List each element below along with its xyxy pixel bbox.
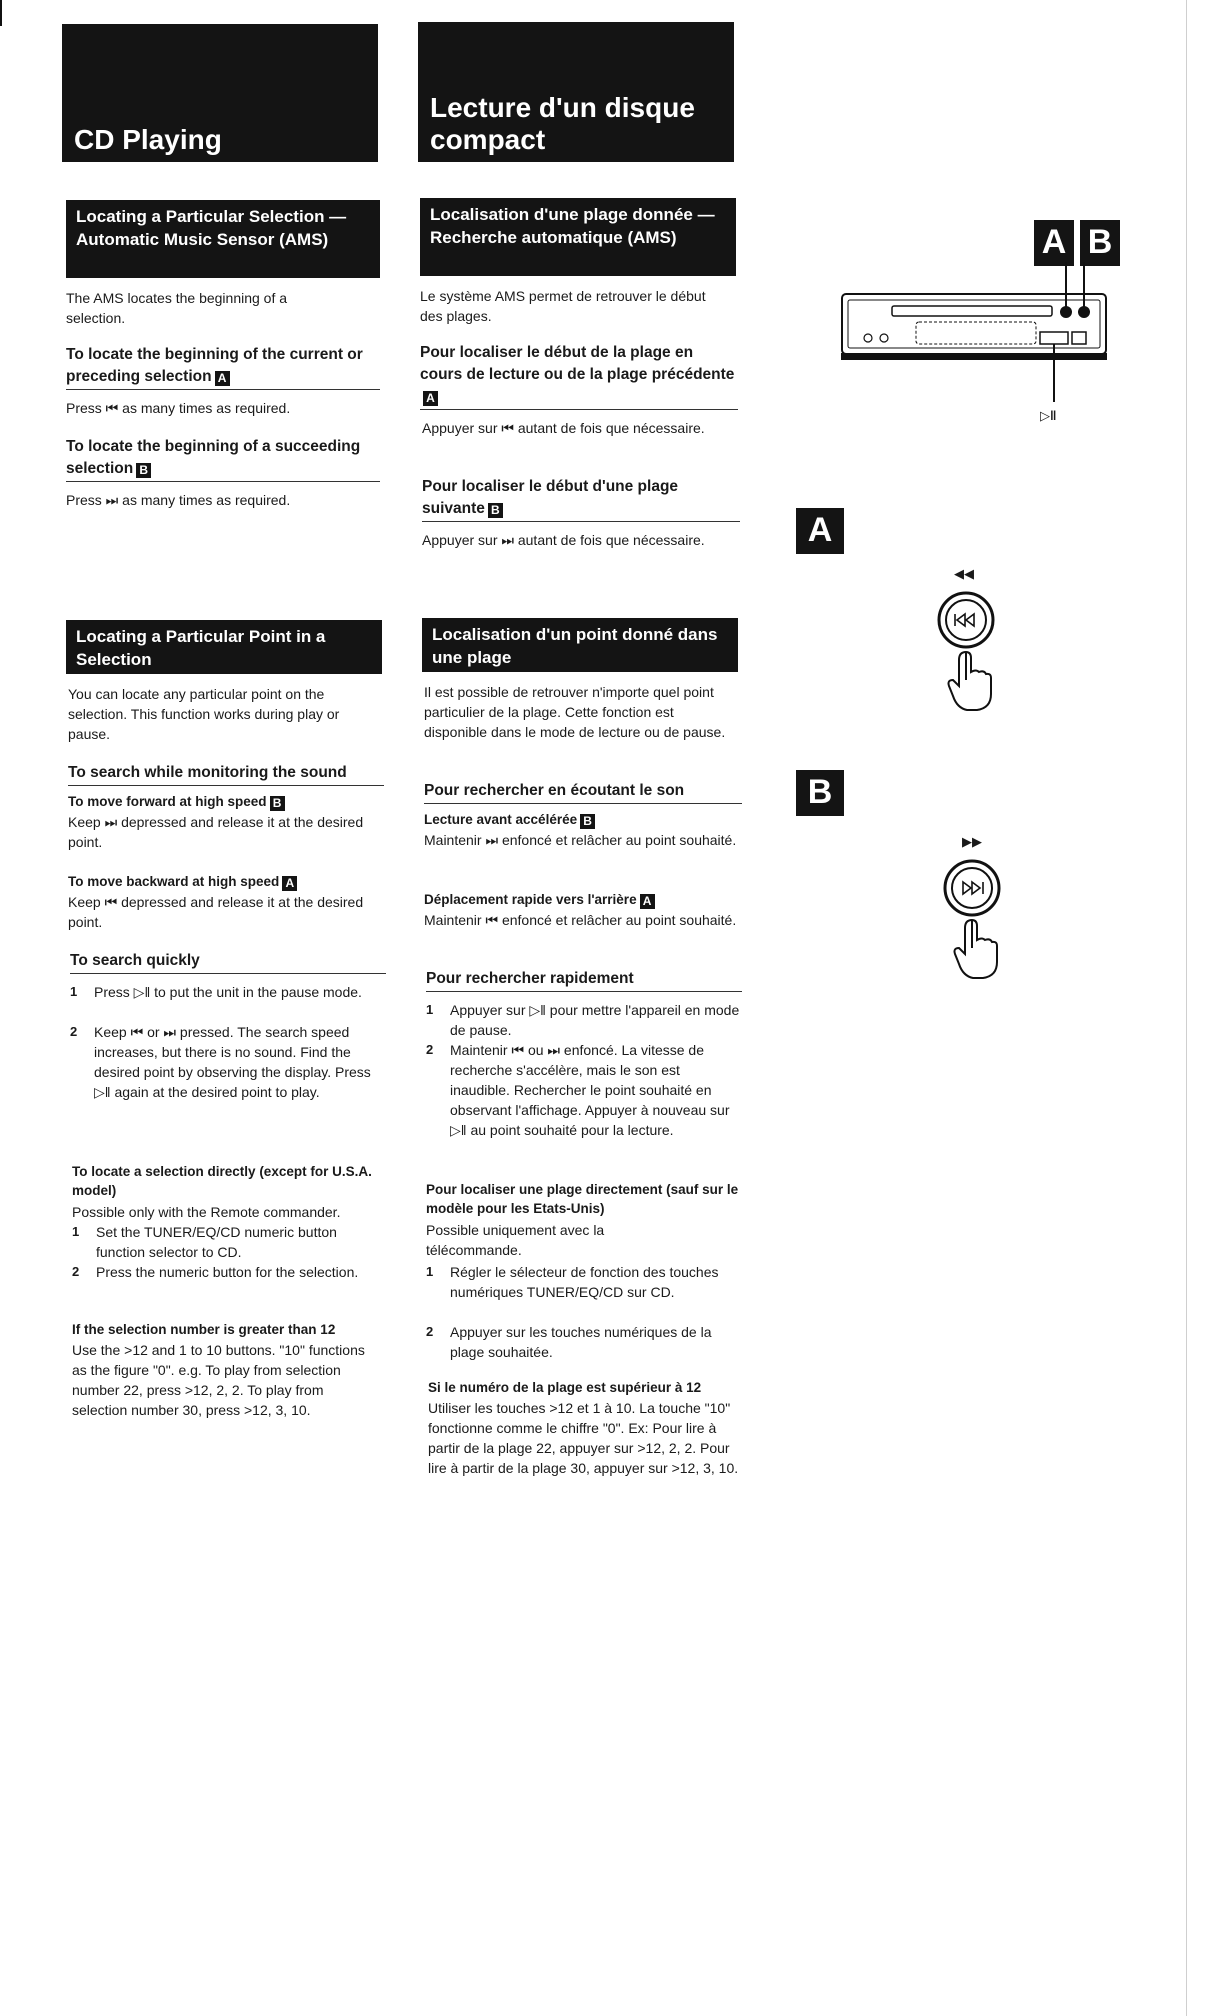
fr-dstep2 (426, 1322, 744, 1364)
cd-player-illustration (836, 262, 1126, 402)
en-step2-text: Keep ⏮ or ⏭ pressed. The search speed increases, but there is no sound. Find the desired point by observing the display. Press ▷ǁ again at the desired point to play. (94, 1024, 371, 1100)
fr-gt-head: Si le numéro de la plage est supérieur à 12 (428, 1380, 702, 1395)
fr-fwd-tag: B (580, 814, 595, 829)
en-sec2-heading: Locating a Particular Point in a Selection (66, 620, 382, 674)
fr-step1 (426, 1000, 744, 1042)
en-gt-head: If the selection number is greater than 12 (72, 1322, 336, 1337)
pointing-hand-icon (949, 652, 992, 710)
device-tag-b: B (1080, 220, 1120, 266)
en-direct-text: Possible only with the Remote commander. (72, 1204, 341, 1220)
en-sec1-heading: Locating a Particular Selection — Automatic Music Sensor (AMS) (66, 200, 380, 278)
en-sec1-sub1-tag: A (215, 371, 230, 386)
play-pause-button-rect (1040, 332, 1068, 344)
fr-back-text: Maintenir ⏮ enfoncé et relâcher au point souhaité. (424, 912, 737, 928)
fr-back-tag: A (640, 894, 655, 909)
en-fwd-head (68, 792, 384, 811)
en-dstep1-text: Set the TUNER/EQ/CD numeric button function selector to CD. (96, 1224, 337, 1260)
fr-direct-text: Possible uniquement avec la télécommande. (426, 1222, 605, 1258)
fr-step1-num: 1 (426, 1002, 434, 1017)
en-step2-num: 2 (70, 1024, 78, 1039)
fr-dstep1-text: Régler le sélecteur de fonction des touches numériques TUNER/EQ/CD sur CD. (450, 1264, 719, 1300)
fr-sec2-sub2: Pour rechercher rapidement (426, 968, 742, 992)
fr-step2 (426, 1040, 744, 1164)
en-sec2-intro: You can locate any particular point on the selection. This function works during play or pause. (68, 686, 340, 742)
rewind-button-illustration (936, 590, 996, 730)
en-gt-text: Use the >12 and 1 to 10 buttons. "10" functions as the figure "0". e.g. To play from selection number 22, press >12, 2, 2. To play from selection number 30, press >12, 3, 10. (72, 1342, 365, 1418)
ff-label: ▶▶ (962, 834, 982, 849)
en-sec1-intro: The AMS locates the beginning of a selection. (66, 290, 288, 326)
en-sec1-sub1-text-body: Press ⏮ as many times as required. (66, 400, 291, 416)
fr-sec1-sub2 (422, 476, 740, 522)
en-sec2-sub1: To search while monitoring the sound (68, 762, 384, 786)
fr-sec1-intro: Le système AMS permet de retrouver le début des plages. (420, 288, 706, 324)
right-edge-line (1186, 0, 1187, 2016)
fr-sec1-sub2-text: Pour localiser le début d'une plage suivante (422, 478, 679, 517)
en-back-tag: A (282, 876, 297, 891)
fr-step2-num: 2 (426, 1042, 434, 1057)
en-sec1-sub2-tag: B (136, 463, 151, 478)
en-sec1-sub2-text: To locate the beginning of a succeeding selection (66, 438, 361, 477)
en-sec1-sub2 (66, 436, 380, 482)
fr-sec1-sub1-tag: A (423, 391, 438, 406)
skip-back-icon (955, 614, 974, 626)
fr-back-head (424, 890, 742, 909)
en-fwd-tag: B (270, 796, 285, 811)
fr-step1-text: Appuyer sur ▷ǁ pour mettre l'appareil en mode de pause. (450, 1002, 740, 1038)
fr-sec1-sub2-tag: B (488, 503, 503, 518)
en-step2 (70, 1022, 386, 1146)
en-dstep2 (72, 1262, 388, 1304)
en-fwd-text: Keep ⏭ depressed and release it at the desired point. (68, 814, 364, 850)
fr-sec1-sub1-text: Pour localiser le début de la plage en cours de lecture ou de la plage précédente (420, 344, 735, 383)
en-step1-text: Press ▷ǁ to put the unit in the pause mode. (94, 984, 362, 1000)
en-back-head (68, 872, 384, 891)
ff-button-illustration (942, 858, 1002, 998)
en-step1-num: 1 (70, 984, 78, 999)
fr-sec2-intro: Il est possible de retrouver n'importe quel point particulier de la plage. Cette fonction est disponible dans le mode de lecture ou de pause. (424, 684, 726, 740)
rewind-button-dot (1060, 306, 1072, 318)
en-sec1-sub2-text-body: Press ⏭ as many times as required. (66, 492, 291, 508)
fr-title-text: Lecture d'un disque compact (430, 92, 695, 155)
fr-direct-head: Pour localiser une plage directement (sauf sur le modèle pour les Etats-Unis) (426, 1182, 739, 1216)
en-fwd-head-text: To move forward at high speed (68, 794, 267, 809)
fr-fwd-head (424, 810, 742, 829)
fr-sec1-sub1-text-body: Appuyer sur ⏮ autant de fois que nécessaire. (422, 420, 705, 436)
en-title (62, 24, 378, 162)
fr-dstep1 (426, 1262, 744, 1324)
stop-button-rect (1072, 332, 1086, 344)
en-step1 (70, 982, 386, 1024)
en-dstep2-num: 2 (72, 1264, 80, 1279)
fr-sec2-heading: Localisation d'un point donné dans une plage (422, 618, 738, 672)
fr-gt-text: Utiliser les touches >12 et 1 à 10. La touche "10" fonctionne comme le chiffre "0". Ex: Pour lire à partir de la plage 22, appuyer sur >12, 2, 2. Pour lire à partir de la plage 30, appuyer sur >12, 3, 10. (428, 1400, 739, 1476)
fr-dstep1-num: 1 (426, 1264, 434, 1279)
en-title-text: CD Playing (74, 124, 222, 155)
left-edge-line (0, 0, 2, 26)
fr-fwd-head-text: Lecture avant accélérée (424, 812, 578, 827)
fr-dstep2-num: 2 (426, 1324, 434, 1339)
ff-button-dot (1078, 306, 1090, 318)
en-sec1-sub1-text: To locate the beginning of the current or preceding selection (66, 346, 363, 385)
fr-sec1-heading: Localisation d'une plage donnée — Recherche automatique (AMS) (420, 198, 736, 276)
en-sec1-sub1 (66, 344, 380, 390)
fr-sec1-sub2-text-body: Appuyer sur ⏭ autant de fois que nécessaire. (422, 532, 705, 548)
en-sec2-sub2: To search quickly (70, 950, 386, 974)
fr-step2-text: Maintenir ⏮ ou ⏭ enfoncé. La vitesse de recherche s'accélère, mais le son est inaudible. Rechercher le point souhaité en observant l'affichage. Appuyer à nouveau sur ▷ǁ au point souhaité pour la lecture. (450, 1042, 730, 1138)
fr-title (418, 22, 734, 162)
en-dstep1 (72, 1222, 388, 1264)
fig-tag-a: A (796, 508, 844, 554)
en-dstep1-num: 1 (72, 1224, 80, 1239)
rew-label: ◀◀ (954, 566, 974, 581)
skip-forward-icon (963, 882, 983, 894)
play-pause-label: ▷ǁ (1040, 408, 1057, 423)
en-back-head-text: To move backward at high speed (68, 874, 280, 889)
fr-sec1-sub1 (420, 342, 738, 410)
fig-tag-b: B (796, 770, 844, 816)
device-tag-a: A (1034, 220, 1074, 266)
fr-back-head-text: Déplacement rapide vers l'arrière (424, 892, 637, 907)
en-back-text: Keep ⏮ depressed and release it at the desired point. (68, 894, 364, 930)
en-dstep2-text: Press the numeric button for the selection. (96, 1264, 359, 1280)
fr-dstep2-text: Appuyer sur les touches numériques de la plage souhaitée. (450, 1324, 712, 1360)
pointing-hand-icon-2 (955, 920, 998, 978)
en-direct-head: To locate a selection directly (except for U.S.A. model) (72, 1164, 372, 1198)
fr-sec2-sub1: Pour rechercher en écoutant le son (424, 780, 742, 804)
fr-fwd-text: Maintenir ⏭ enfoncé et relâcher au point souhaité. (424, 832, 737, 848)
